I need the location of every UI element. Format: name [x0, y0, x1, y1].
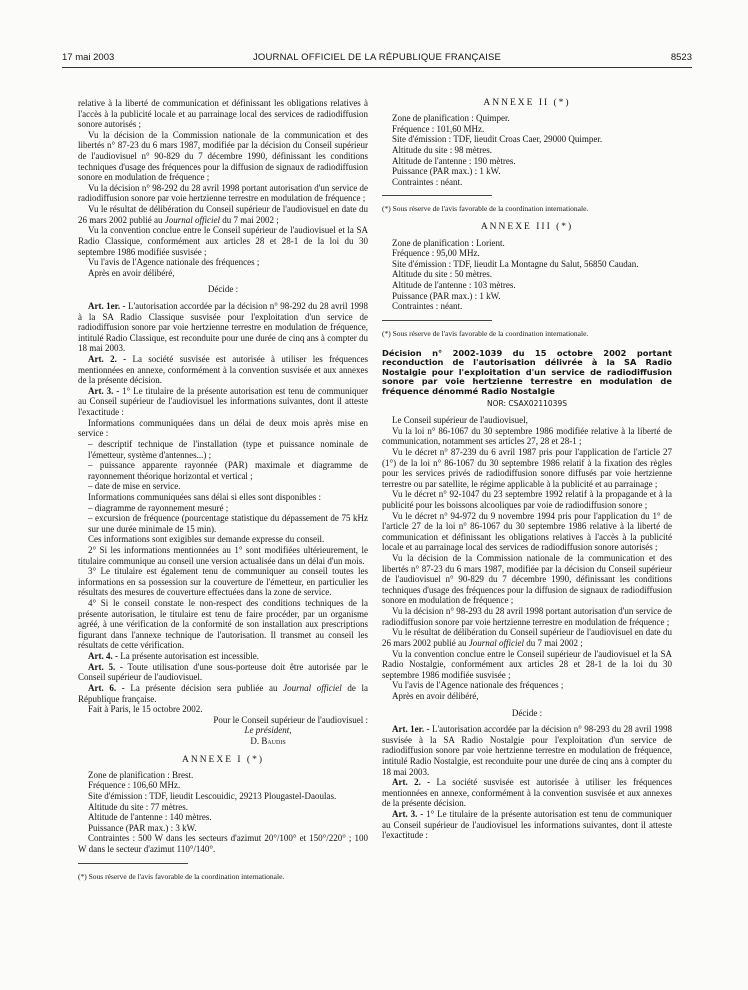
- footnote-rule: [382, 320, 492, 321]
- annex-line: Puissance (PAR max.) : 3 kW.: [88, 822, 197, 833]
- paragraph: Vu le décret n° 92-1047 du 23 septembre 1992 relatif à la propagande et à la publicité pour les boissons alcooliques par voie de radiodiffusion sonore ;: [382, 489, 672, 510]
- annex-line: Puissance (PAR max.) : 1 kW.: [392, 166, 501, 177]
- list-item: – diagramme de rayonnement mesuré ;: [88, 502, 229, 513]
- article-text: La société susvisée est autorisée à utiliser les fréquences mentionnées en annexe, conformément à la convention susvisée et aux annexes de la présente décision.: [382, 777, 672, 809]
- header-rule: [62, 67, 692, 68]
- signature-authority: Pour le Conseil supérieur de l'audiovisuel :: [213, 714, 368, 725]
- article-label: Art. 5. -: [88, 661, 123, 672]
- left-column: [78, 98, 368, 881]
- article-label: Art. 2. -: [88, 354, 127, 365]
- list-item: – puissance apparente rayonnée (PAR) maximale et diagramme de rayonnement théorique horizontal et vertical ;: [88, 460, 368, 481]
- footnote-rule: [382, 195, 492, 196]
- paragraph: Vu la décision de la Commission nationale de la communication et des libertés n° 87-23 du 6 mars 1987, modifiée par la décision du Conseil supérieur de l'audiovisuel n° 90-829 du 7 décembre 1990, définissant les conditions techniques d'usage des fréquences pour la diffusion de signaux de radiodiffusion sonore en modulation de fréquence ;: [382, 553, 672, 606]
- journal-reference: Journal officiel: [283, 682, 342, 693]
- paragraph: Vu le décret n° 87-239 du 6 avril 1987 pris pour l'application de l'article 27 (1°) de la loi n° 86-1067 du 30 septembre 1986 relatif à la fixation des règles pour les services privés de radiodiffusion sonore diffusés par voie hertzienne terrestre ou par satellite, le régime applicable à la publicité et au parrainage ;: [382, 446, 672, 489]
- annex-line: Altitude de l'antenne : 190 mètres.: [392, 155, 516, 166]
- article-4: [78, 651, 368, 662]
- right-column: [382, 98, 672, 841]
- signature-name: D. Baudis: [250, 735, 286, 746]
- article-label: Art. 4. -: [88, 651, 118, 662]
- text-run: La présente décision sera publiée au: [130, 682, 278, 693]
- paragraph: Vu la convention conclue entre le Conseil supérieur de l'audiovisuel et la SA Radio Classique, conformément aux articles 28 et 28-1 de la loi du 30 septembre 1986 modifiée susvisée ;: [78, 225, 368, 257]
- article-text: La société susvisée est autorisée à utiliser les fréquences mentionnées en annexe, conformément à la convention susvisée et aux annexes de la présente décision.: [78, 354, 368, 386]
- annex-line: Site d'émission : TDF, lieudit Croas Caer, 29000 Quimper.: [392, 134, 603, 145]
- annex-line: Fréquence : 95,00 MHz.: [392, 248, 480, 259]
- annex-line: Contraintes : 500 W dans les secteurs d'azimut 20°/100° et 150°/220° ; 100 W dans le secteur d'azimut 110°/140°.: [78, 833, 368, 855]
- paragraph: Vu la convention conclue entre le Conseil supérieur de l'audiovisuel et la SA Radio Nostalgie, conformément aux articles 28 et 28-1 de la loi du 30 septembre 1986 modifiée susvisée ;: [382, 648, 672, 680]
- annex-line: Site d'émission : TDF, lieudit La Montagne du Salut, 56850 Caudan.: [392, 258, 639, 269]
- paragraph: [78, 204, 368, 225]
- paragraph: Ces informations sont exigibles sur demande expresse du conseil.: [88, 534, 325, 545]
- annex-line: Puissance (PAR max.) : 1 kW.: [392, 290, 501, 301]
- article-1: [78, 301, 368, 354]
- text-run: du 7 mai 2002 ;: [526, 637, 583, 648]
- footnote: (*) Sous réserve de l'avis favorable de la coordination internationale.: [382, 204, 589, 214]
- paragraph: relative à la liberté de communication et définissant les obligations relatives à l'accès à la publicité locale et au parrainage local des services de radiodiffusion sonore autorisés ;: [78, 98, 368, 130]
- article-text: Toute utilisation d'une sous-porteuse doit être autorisée par le Conseil supérieur de l'audiovisuel.: [78, 661, 368, 683]
- annex-line: Site d'émission : TDF, lieudit Lescouidic, 29213 Plougastel-Daoulas.: [88, 790, 337, 801]
- annex-line: Altitude du site : 77 mètres.: [88, 801, 188, 812]
- annex-heading: ANNEXE I (*): [181, 754, 265, 765]
- article-label: Art. 3. -: [392, 809, 424, 820]
- annex-line: Contraintes : néant.: [392, 301, 463, 312]
- annex-line: Zone de planification : Brest.: [88, 769, 194, 780]
- paragraph: Informations communiquées sans délai si elles sont disponibles :: [88, 491, 321, 502]
- annex-line: Contraintes : néant.: [392, 176, 463, 187]
- paragraph: Vu la décision n° 98-293 du 28 avril 1998 portant autorisation d'un service de radiodiffusion sonore par voie hertzienne terrestre en modulation de fréquence ;: [382, 606, 672, 627]
- header-title: JOURNAL OFFICIEL DE LA RÉPUBLIQUE FRANÇAISE: [252, 52, 502, 63]
- paragraph: Après en avoir délibéré,: [88, 267, 175, 278]
- article-label: Art. 2. -: [392, 777, 431, 788]
- article-3: [78, 386, 368, 418]
- paragraph: Le Conseil supérieur de l'audiovisuel,: [392, 415, 528, 426]
- signature-title: Le président,: [244, 725, 292, 736]
- paragraph: 3° Le titulaire est également tenu de communiquer au conseil toutes les informations en sa possession sur la couverture de l'émetteur, en particulier les résultats des mesures de couverture effectuées dans la zone de service.: [78, 566, 368, 598]
- article-label: Art. 3. -: [88, 385, 120, 396]
- paragraph: Vu le décret n° 94-972 du 9 novembre 1994 pris pour l'application du 1° de l'article 27 de la loi n° 86-1067 du 30 septembre 1986 relative à la liberté de communication et définissant les obligations relatives à l'accès à la publicité locale et au parrainage local des services de radiodiffusion sonore autorisés ;: [382, 510, 672, 553]
- paragraph: Informations communiquées dans un délai de deux mois après mise en service :: [78, 417, 368, 439]
- annex-heading: ANNEXE III (*): [480, 222, 574, 233]
- paragraph: [382, 627, 672, 648]
- article-text: L'autorisation accordée par la décision n° 98-292 du 28 avril 1998 à la SA Radio Classique susvisée pour l'exploitation d'un service de radiodiffusion sonore par voie hertzienne terrestre en modulation de fréquence, intitulé Radio Classique, est reconduite pour une durée de cinq ans à compter du 18 mai 2003.: [78, 300, 368, 354]
- text-run: Vu le résultat de délibération du Conseil supérieur de l'audiovisuel en date du 26 mars 2002 publié au: [382, 627, 672, 648]
- paragraph: Vu l'avis de l'Agence nationale des fréquences ;: [392, 680, 564, 691]
- footnote-rule: [78, 863, 188, 864]
- annex-line: Fréquence : 106,60 MHz.: [88, 780, 181, 791]
- article-3: [382, 809, 672, 841]
- article-2: [382, 777, 672, 809]
- paragraph: Vu la décision de la Commission nationale de la communication et des libertés n° 87-23 du 6 mars 1987, modifiée par la décision du Conseil supérieur de l'audiovisuel n° 90-829 du 7 décembre 1990, définissant les conditions techniques d'usage des fréquences pour la diffusion de signaux de radiodiffusion sonore en modulation de fréquence ;: [78, 129, 368, 183]
- header-date: 17 mai 2003: [62, 52, 115, 63]
- decide-heading: Décide :: [511, 707, 543, 718]
- text-run: du 7 mai 2002 ;: [222, 214, 279, 225]
- signature-place-date: Fait à Paris, le 15 octobre 2002.: [88, 704, 203, 715]
- annex-heading: ANNEXE II (*): [483, 98, 571, 108]
- header-page-number: 8523: [670, 52, 692, 63]
- annex-line: Altitude du site : 98 mètres.: [392, 145, 492, 156]
- article-label: Art. 1er. -: [392, 724, 430, 735]
- annex-line: Fréquence : 101,60 MHz.: [392, 123, 485, 134]
- article-2: [78, 354, 368, 386]
- article-label: Art. 6. -: [88, 682, 125, 693]
- list-item: – date de mise en service.: [88, 481, 181, 492]
- list-item: – excursion de fréquence (pourcentage statistique du dépassement de 75 kHz sur une durée minimale de 15 min).: [88, 513, 368, 534]
- decision-title: Décision n° 2002-1039 du 15 octobre 2002 portant reconduction de l'autorisation délivrée à la SA Radio Nostalgie pour l'exploitation d'un service de radiodiffusion sonore par voie hertzienne terrestre en modulation de fréquence dénommé Radio Nostalgie: [382, 347, 672, 396]
- article-label: Art. 1er. -: [88, 300, 126, 311]
- paragraph: 4° Si le conseil constate le non-respect des conditions techniques de la présente autorisation, le titulaire est tenu de faire procéder, par un organisme agréé, à une vérification de la conformité de son installation aux prescriptions figurant dans l'annexe technique de l'autorisation. Il transmet au conseil les résultats de cette vérification.: [78, 598, 368, 651]
- annex-line: Altitude de l'antenne : 103 mètres.: [392, 279, 516, 290]
- text-run: Vu le résultat de délibération du Conseil supérieur de l'audiovisuel en date du 26 mars 2002 publié au: [78, 204, 368, 225]
- article-text: 1° Le titulaire de la présente autorisation est tenu de communiquer au Conseil supérieur de l'audiovisuel les informations suivantes, dont il atteste l'exactitude :: [382, 809, 672, 841]
- article-text: La présente autorisation est incessible.: [120, 651, 259, 662]
- footnote: (*) Sous réserve de l'avis favorable de la coordination internationale.: [78, 871, 285, 881]
- annex-line: Altitude du site : 50 mètres.: [392, 269, 492, 280]
- paragraph: 2° Si les informations mentionnées au 1° sont modifiées ultérieurement, le titulaire communique au conseil une version actualisée dans un délai d'un mois.: [78, 544, 368, 566]
- article-text: L'autorisation accordée par la décision n° 98-293 du 28 avril 1998 susvisée à la SA Radio Nostalgie pour l'exploitation d'un service de radiodiffusion sonore par voie hertzienne terrestre en modulation de fréquence, intitulé Radio Nostalgie, est reconduite pour une durée de cinq ans à compter du 18 mai 2003.: [382, 724, 672, 777]
- article-6: [78, 683, 368, 704]
- page-header: [62, 52, 692, 66]
- footnote: (*) Sous réserve de l'avis favorable de la coordination internationale.: [382, 328, 589, 338]
- paragraph: Vu la décision n° 98-292 du 28 avril 1998 portant autorisation d'un service de radiodiffusion sonore par voie hertzienne terrestre en modulation de fréquence ;: [78, 182, 368, 204]
- paragraph: Après en avoir délibéré,: [392, 690, 479, 701]
- article-text: 1° Le titulaire de la présente autorisation est tenu de communiquer au Conseil supérieur de l'audiovisuel les informations suivantes, dont il atteste l'exactitude :: [78, 385, 368, 418]
- annex-line: Zone de planification : Quimper.: [392, 113, 510, 124]
- annex-line: Altitude de l'antenne : 140 mètres.: [88, 812, 212, 823]
- annex-line: Zone de planification : Lorient.: [392, 237, 505, 248]
- paragraph: Vu la loi n° 86-1067 du 30 septembre 1986 modifiée relative à la liberté de communication, notamment ses articles 27, 28 et 28-1 ;: [382, 425, 672, 447]
- nor-reference: NOR: CSAX0211039S: [487, 399, 567, 409]
- text-run: de la République française.: [78, 682, 369, 704]
- article-5: [78, 662, 368, 683]
- article-1: [382, 724, 672, 777]
- list-item: – descriptif technique de l'installation (type et puissance nominale de l'émetteur, système d'antennes...) ;: [88, 438, 368, 460]
- journal-reference: Journal officiel: [468, 637, 524, 648]
- paragraph: Vu l'avis de l'Agence nationale des fréquences ;: [88, 257, 260, 268]
- journal-reference: Journal officiel: [164, 214, 220, 225]
- decide-heading: Décide :: [207, 284, 239, 295]
